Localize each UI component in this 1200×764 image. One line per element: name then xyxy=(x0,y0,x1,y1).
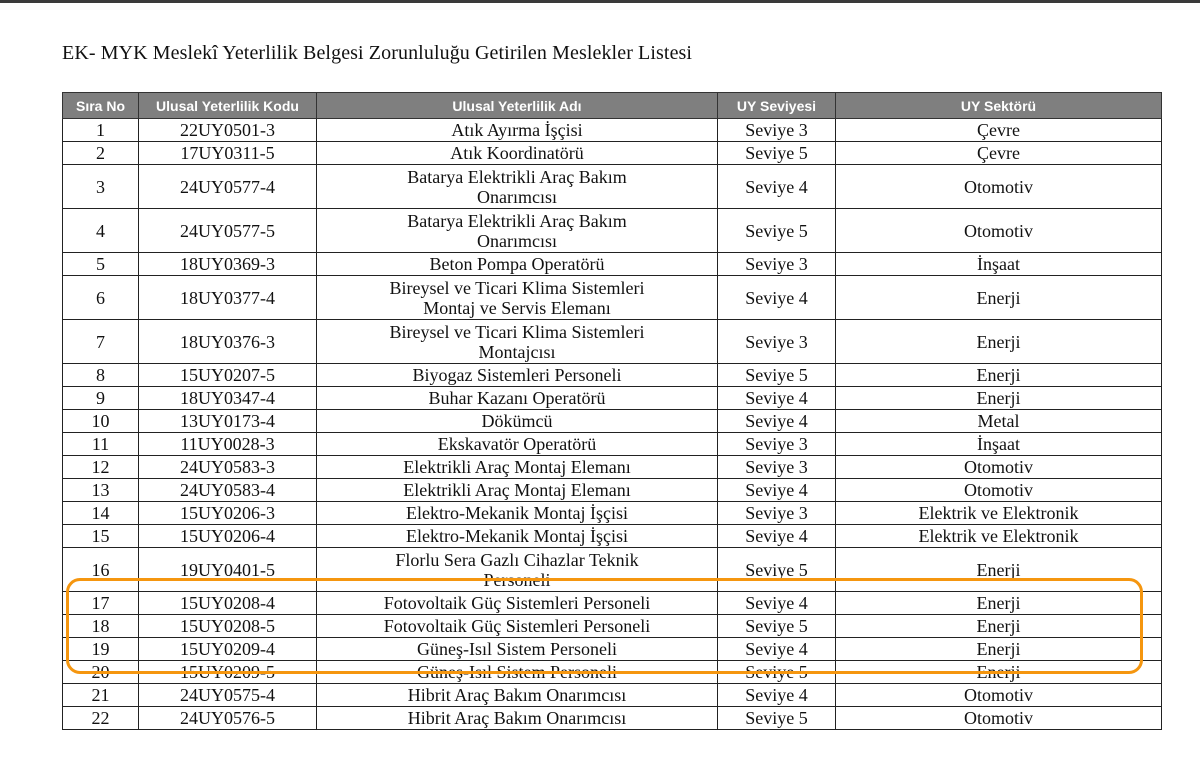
qualification-name-line-2: Personeli xyxy=(483,569,551,590)
row-number: 5 xyxy=(63,253,139,276)
row-number: 19 xyxy=(63,638,139,661)
header-level: UY Seviyesi xyxy=(718,93,836,119)
row-number: 9 xyxy=(63,387,139,410)
qualification-name-line-1: Hibrit Araç Bakım Onarımcısı xyxy=(407,708,627,728)
table-row xyxy=(63,387,1162,410)
qualification-level: Seviye 4 xyxy=(718,525,836,548)
qualification-code: 24UY0583-3 xyxy=(139,456,317,479)
row-number: 2 xyxy=(63,142,139,165)
table-row xyxy=(63,615,1162,638)
qualification-code: 18UY0347-4 xyxy=(139,387,317,410)
qualification-name-line-1: Güneş-Isıl Sistem Personeli xyxy=(417,662,617,682)
qualification-sector: Enerji xyxy=(836,320,1162,364)
qualification-level: Seviye 4 xyxy=(718,387,836,410)
qualification-code: 15UY0207-5 xyxy=(139,364,317,387)
qualification-level: Seviye 4 xyxy=(718,276,836,320)
qualification-name-line-1: Elektro-Mekanik Montaj İşçisi xyxy=(406,526,628,546)
table-row xyxy=(63,410,1162,433)
qualification-sector: Enerji xyxy=(836,615,1162,638)
qualification-sector: Otomotiv xyxy=(836,684,1162,707)
qualification-name-line-1: Dökümcü xyxy=(481,411,553,431)
qualification-sector: Enerji xyxy=(836,387,1162,410)
qualification-name xyxy=(317,707,718,730)
qualification-name-line-1: Hibrit Araç Bakım Onarımcısı xyxy=(407,685,627,705)
qualification-code: 15UY0209-4 xyxy=(139,638,317,661)
qualification-name-line-2: Montajcısı xyxy=(478,341,556,362)
qualification-name xyxy=(317,525,718,548)
qualification-level: Seviye 4 xyxy=(718,592,836,615)
occupations-table xyxy=(62,92,1162,730)
qualification-name-line-1: Bireysel ve Ticari Klima Sistemleri xyxy=(389,277,645,298)
qualification-code: 18UY0376-3 xyxy=(139,320,317,364)
qualification-level: Seviye 4 xyxy=(718,479,836,502)
qualification-code: 24UY0577-5 xyxy=(139,209,317,253)
qualification-name-line-1: Atık Koordinatörü xyxy=(450,143,584,163)
row-number: 14 xyxy=(63,502,139,525)
qualification-level: Seviye 4 xyxy=(718,410,836,433)
qualification-level: Seviye 5 xyxy=(718,661,836,684)
qualification-name xyxy=(317,456,718,479)
row-number: 8 xyxy=(63,364,139,387)
row-number: 11 xyxy=(63,433,139,456)
qualification-level: Seviye 3 xyxy=(718,433,836,456)
qualification-name xyxy=(317,253,718,276)
qualification-code: 24UY0575-4 xyxy=(139,684,317,707)
row-number: 3 xyxy=(63,165,139,209)
qualification-name xyxy=(317,276,718,320)
table-body xyxy=(63,119,1162,730)
qualification-name xyxy=(317,119,718,142)
qualification-code: 18UY0377-4 xyxy=(139,276,317,320)
qualification-sector: Elektrik ve Elektronik xyxy=(836,502,1162,525)
row-number: 13 xyxy=(63,479,139,502)
qualification-code: 22UY0501-3 xyxy=(139,119,317,142)
qualification-name xyxy=(317,320,718,364)
qualification-name-line-1: Elektrikli Araç Montaj Elemanı xyxy=(403,480,631,500)
qualification-name xyxy=(317,364,718,387)
qualification-code: 15UY0206-4 xyxy=(139,525,317,548)
table-row xyxy=(63,548,1162,592)
qualification-sector: Enerji xyxy=(836,638,1162,661)
page-title: EK- MYK Meslekî Yeterlilik Belgesi Zorunluluğu Getirilen Meslekler Listesi xyxy=(62,42,693,64)
row-number: 16 xyxy=(63,548,139,592)
table-row xyxy=(63,320,1162,364)
qualification-sector: Otomotiv xyxy=(836,479,1162,502)
qualification-level: Seviye 5 xyxy=(718,615,836,638)
row-number: 10 xyxy=(63,410,139,433)
qualification-name-line-1: Batarya Elektrikli Araç Bakım xyxy=(407,210,627,231)
qualification-name-line-1: Batarya Elektrikli Araç Bakım xyxy=(407,166,627,187)
qualification-name xyxy=(317,684,718,707)
qualification-sector: Enerji xyxy=(836,661,1162,684)
header-code: Ulusal Yeterlilik Kodu xyxy=(139,93,317,119)
qualification-name-line-1: Beton Pompa Operatörü xyxy=(429,254,605,274)
row-number: 15 xyxy=(63,525,139,548)
table-row xyxy=(63,456,1162,479)
qualification-level: Seviye 5 xyxy=(718,209,836,253)
row-number: 17 xyxy=(63,592,139,615)
row-number: 20 xyxy=(63,661,139,684)
qualification-level: Seviye 3 xyxy=(718,253,836,276)
qualification-level: Seviye 3 xyxy=(718,119,836,142)
row-number: 12 xyxy=(63,456,139,479)
qualification-sector: Otomotiv xyxy=(836,165,1162,209)
qualification-name-line-1: Fotovoltaik Güç Sistemleri Personeli xyxy=(383,593,651,613)
qualification-name-line-2: Onarımcısı xyxy=(477,230,557,251)
qualification-name-line-1: Florlu Sera Gazlı Cihazlar Teknik xyxy=(395,549,639,570)
table-row xyxy=(63,364,1162,387)
qualification-level: Seviye 5 xyxy=(718,142,836,165)
qualification-name xyxy=(317,479,718,502)
qualification-sector: Enerji xyxy=(836,276,1162,320)
table-row xyxy=(63,479,1162,502)
table-row xyxy=(63,525,1162,548)
qualification-name-line-1: Atık Ayırma İşçisi xyxy=(451,120,583,140)
qualification-sector: Otomotiv xyxy=(836,456,1162,479)
qualification-level: Seviye 4 xyxy=(718,684,836,707)
qualification-name-line-1: Elektrikli Araç Montaj Elemanı xyxy=(403,457,631,477)
row-number: 6 xyxy=(63,276,139,320)
qualification-name xyxy=(317,502,718,525)
qualification-name-line-1: Biyogaz Sistemleri Personeli xyxy=(412,365,622,385)
qualification-level: Seviye 5 xyxy=(718,364,836,387)
qualification-code: 18UY0369-3 xyxy=(139,253,317,276)
qualification-code: 19UY0401-5 xyxy=(139,548,317,592)
qualification-level: Seviye 4 xyxy=(718,638,836,661)
qualification-code: 15UY0209-5 xyxy=(139,661,317,684)
qualification-sector: Çevre xyxy=(836,119,1162,142)
row-number: 7 xyxy=(63,320,139,364)
qualification-name xyxy=(317,209,718,253)
qualification-name-line-2: Montaj ve Servis Elemanı xyxy=(423,297,611,318)
row-number: 1 xyxy=(63,119,139,142)
qualification-name xyxy=(317,638,718,661)
qualification-name-line-1: Bireysel ve Ticari Klima Sistemleri xyxy=(389,321,645,342)
qualification-name-line-1: Fotovoltaik Güç Sistemleri Personeli xyxy=(383,616,651,636)
row-number: 21 xyxy=(63,684,139,707)
row-number: 18 xyxy=(63,615,139,638)
qualification-name-line-2: Onarımcısı xyxy=(477,186,557,207)
row-number: 22 xyxy=(63,707,139,730)
qualification-name xyxy=(317,387,718,410)
table-row xyxy=(63,502,1162,525)
table-row xyxy=(63,142,1162,165)
qualification-sector: Metal xyxy=(836,410,1162,433)
qualification-name xyxy=(317,615,718,638)
qualification-level: Seviye 3 xyxy=(718,320,836,364)
qualification-sector: İnşaat xyxy=(836,433,1162,456)
table-row xyxy=(63,661,1162,684)
qualification-code: 13UY0173-4 xyxy=(139,410,317,433)
qualification-name-line-1: Güneş-Isıl Sistem Personeli xyxy=(417,639,617,659)
table-row xyxy=(63,592,1162,615)
table-row xyxy=(63,684,1162,707)
qualification-level: Seviye 4 xyxy=(718,165,836,209)
table-header-row xyxy=(63,93,1162,119)
qualification-code: 15UY0208-5 xyxy=(139,615,317,638)
table-row xyxy=(63,707,1162,730)
qualification-code: 24UY0577-4 xyxy=(139,165,317,209)
qualification-code: 17UY0311-5 xyxy=(139,142,317,165)
header-sector: UY Sektörü xyxy=(836,93,1162,119)
table-row xyxy=(63,433,1162,456)
qualification-name xyxy=(317,142,718,165)
qualification-sector: Elektrik ve Elektronik xyxy=(836,525,1162,548)
qualification-name xyxy=(317,592,718,615)
table-row xyxy=(63,119,1162,142)
qualification-name-line-1: Ekskavatör Operatörü xyxy=(437,434,597,454)
qualification-level: Seviye 3 xyxy=(718,456,836,479)
qualification-name xyxy=(317,410,718,433)
header-name: Ulusal Yeterlilik Adı xyxy=(317,93,718,119)
qualification-code: 15UY0206-3 xyxy=(139,502,317,525)
table-row xyxy=(63,165,1162,209)
table-row xyxy=(63,253,1162,276)
top-border-line xyxy=(0,0,1200,3)
header-sira-no: Sıra No xyxy=(63,93,139,119)
qualification-sector: Enerji xyxy=(836,548,1162,592)
qualification-sector: Enerji xyxy=(836,364,1162,387)
row-number: 4 xyxy=(63,209,139,253)
qualification-name xyxy=(317,433,718,456)
qualification-level: Seviye 5 xyxy=(718,707,836,730)
qualification-sector: Çevre xyxy=(836,142,1162,165)
qualification-name xyxy=(317,548,718,592)
qualification-name-line-1: Buhar Kazanı Operatörü xyxy=(428,388,606,408)
qualification-sector: İnşaat xyxy=(836,253,1162,276)
qualification-code: 24UY0583-4 xyxy=(139,479,317,502)
qualification-code: 11UY0028-3 xyxy=(139,433,317,456)
qualification-level: Seviye 3 xyxy=(718,502,836,525)
table-row xyxy=(63,638,1162,661)
qualification-name xyxy=(317,165,718,209)
qualification-code: 15UY0208-4 xyxy=(139,592,317,615)
qualification-name xyxy=(317,661,718,684)
qualification-name-line-1: Elektro-Mekanik Montaj İşçisi xyxy=(406,503,628,523)
table-row xyxy=(63,209,1162,253)
table-row xyxy=(63,276,1162,320)
qualification-level: Seviye 5 xyxy=(718,548,836,592)
qualification-code: 24UY0576-5 xyxy=(139,707,317,730)
qualification-sector: Otomotiv xyxy=(836,209,1162,253)
qualification-sector: Enerji xyxy=(836,592,1162,615)
qualification-sector: Otomotiv xyxy=(836,707,1162,730)
